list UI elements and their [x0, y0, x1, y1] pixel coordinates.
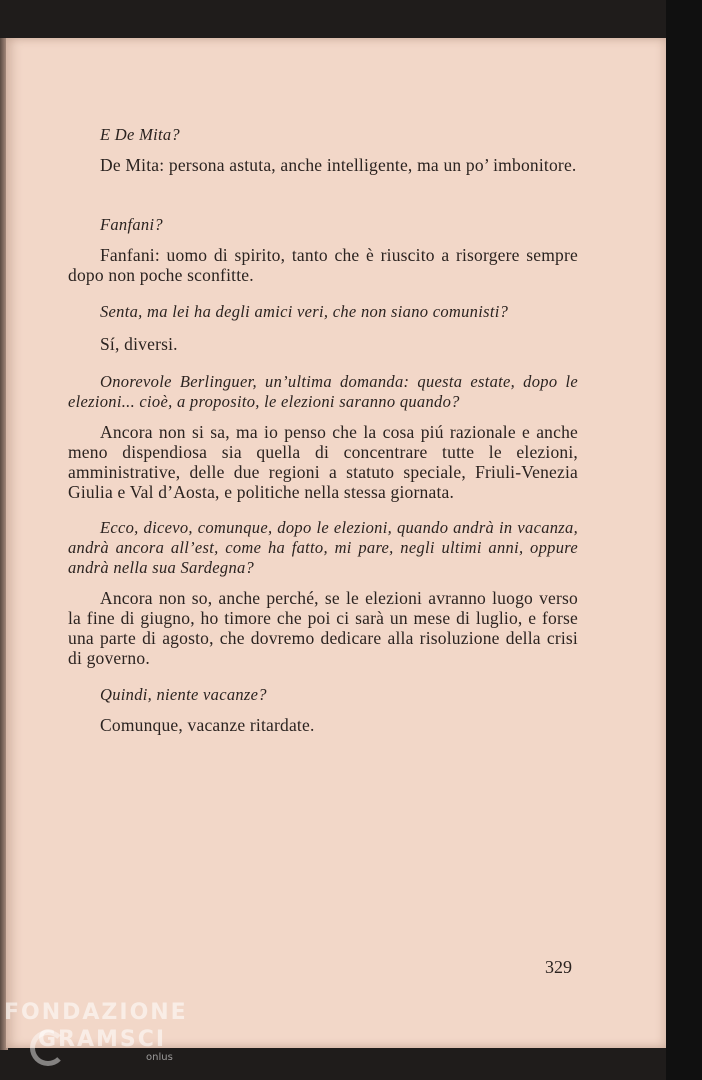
- background-strip: [666, 0, 702, 1080]
- answer-vacanza: Ancora non so, anche perché, se le elezioni avranno luogo verso la fine di giugno, ho timore che poi ci sarà un mese di luglio, e forse una parte di agosto, che dovremo dedicare alla risoluzione della crisi di governo.: [68, 588, 578, 668]
- answer-de-mita: De Mita: persona astuta, anche intelligente, ma un po’ imbonitore.: [100, 155, 577, 175]
- watermark: [4, 1000, 188, 1052]
- watermark-sub: onlus: [146, 1052, 173, 1063]
- page-number: 329: [545, 957, 572, 977]
- answer-amici: Sí, diversi.: [100, 334, 178, 354]
- question-elezioni: Onorevole Berlinguer, un’ultima domanda: questa estate, dopo le elezioni... cioè, a proposito, le elezioni saranno quando?: [68, 372, 578, 411]
- question-amici: Senta, ma lei ha degli amici veri, che non siano comunisti?: [100, 302, 509, 321]
- watermark-line1: FONDAZIONE: [4, 1000, 188, 1025]
- question-fanfani: Fanfani?: [100, 215, 163, 234]
- question-niente-vacanze: Quindi, niente vacanze?: [100, 685, 267, 704]
- answer-vacanze-ritardate: Comunque, vacanze ritardate.: [100, 715, 315, 735]
- answer-elezioni: Ancora non si sa, ma io penso che la cosa piú razionale e anche meno dispendiosa sia quella di concentrare tutte le elezioni, amministrative, delle due regioni a statuto speciale, Friuli-Venezia Giulia e Val d’Aosta, e politiche nella stessa giornata.: [68, 422, 578, 502]
- answer-fanfani: Fanfani: uomo di spirito, tanto che è riuscito a risorgere sempre dopo non poche sconfitte.: [68, 245, 578, 285]
- question-de-mita: E De Mita?: [100, 125, 180, 144]
- question-vacanza: Ecco, dicevo, comunque, dopo le elezioni, quando andrà in vacanza, andrà ancora all’est, come ha fatto, mi pare, negli ultimi anni, oppure andrà nella sua Sardegna?: [68, 518, 578, 577]
- watermark-line2: GRAMSCI: [38, 1027, 167, 1052]
